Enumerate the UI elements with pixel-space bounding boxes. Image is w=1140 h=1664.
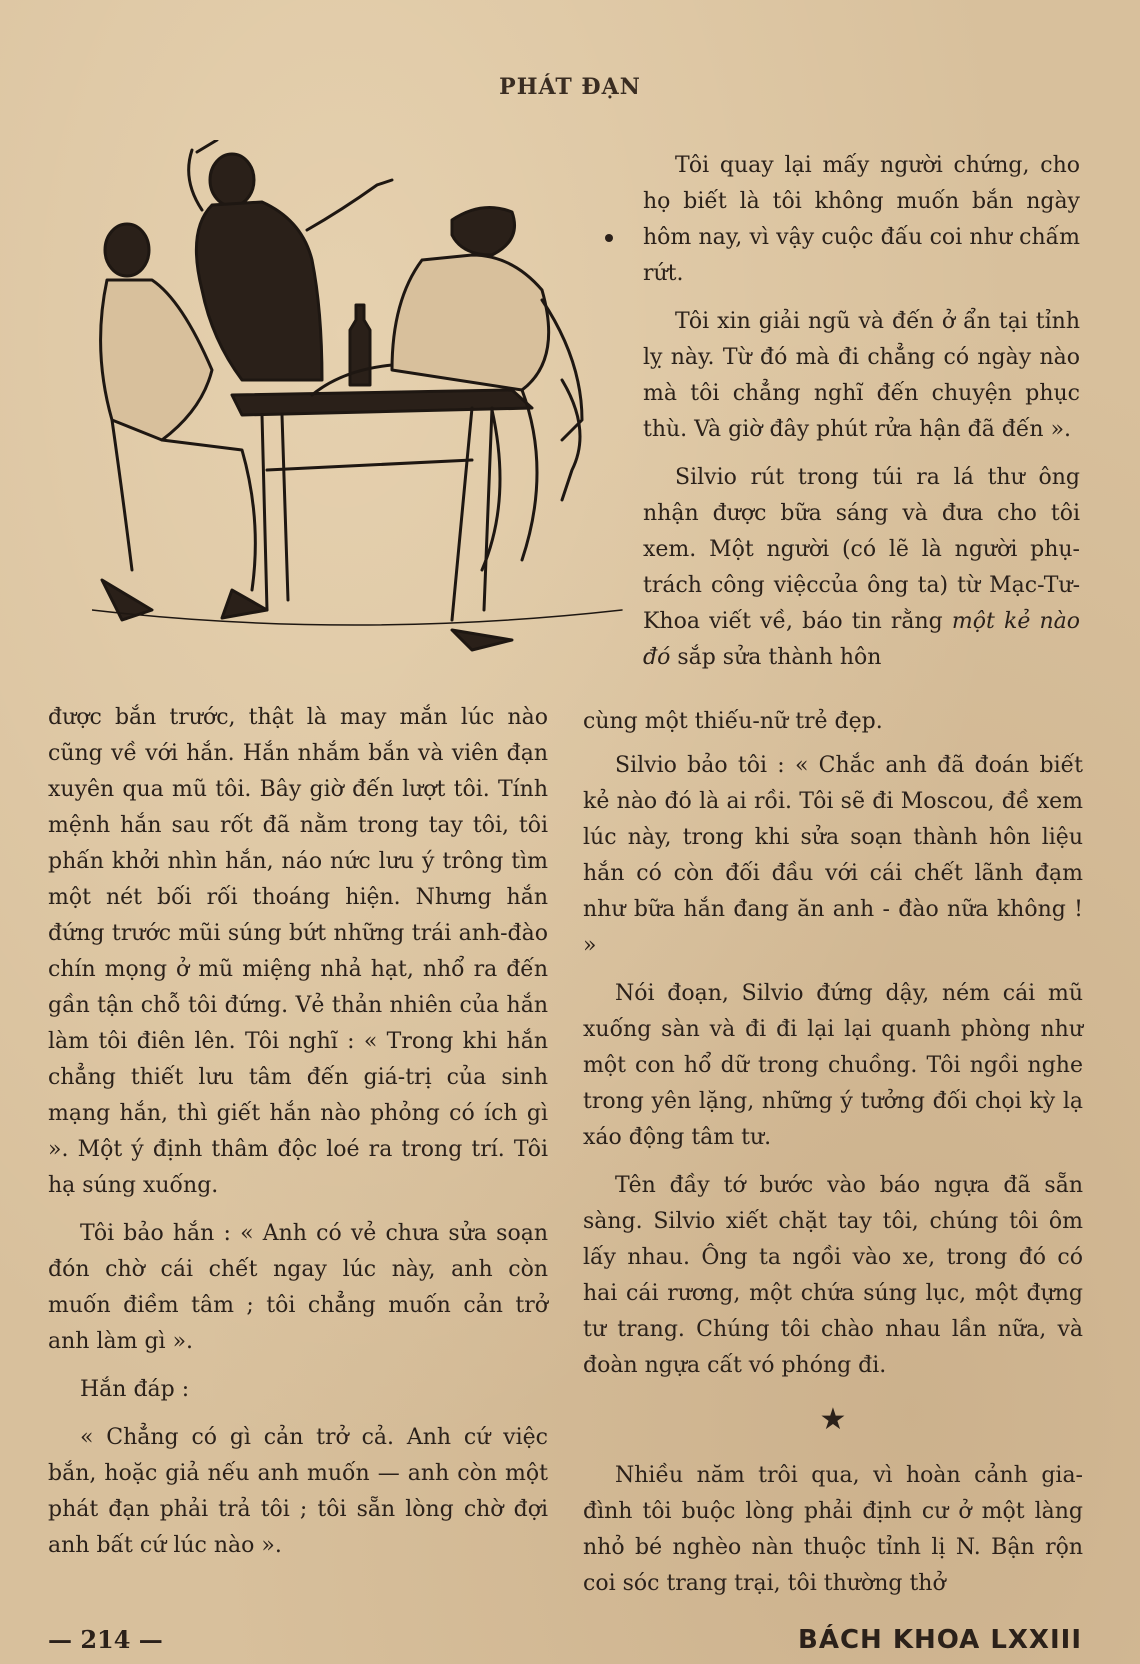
paragraph: Hắn đáp : [80,1377,190,1402]
paragraph: « Chẳng có gì cản trở cả. Anh cứ việc bắn, hoặc giả nếu anh muốn — anh còn một phát đạn phải trả tôi ; tôi sẵn lòng chờ đợi anh bất cứ lúc nào ». [48,1425,548,1558]
paragraph: Nói đoạn, Silvio đứng dậy, ném cái mũ xuống sàn và đi đi lại lại quanh phòng như một con hổ dữ trong chuồng. Tôi ngồi nghe trong yên lặng, những ý tưởng đối chọi kỳ lạ xáo động tâm tư. [583,981,1083,1150]
paragraph [643,460,1080,676]
italic-phrase: một kẻ nào đó [643,609,1081,670]
paragraph: Nhiều năm trôi qua, vì hoàn cảnh gia-đình tôi buộc lòng phải định cư ở một làng nhỏ bé nghèo nàn thuộc tỉnh lị N. Bận rộn coi sóc trang trại, tôi thường thở [583,1463,1083,1596]
paragraph: Silvio bảo tôi : « Chắc anh đã đoán biết kẻ nào đó là ai rồi. Tôi sẽ đi Moscou, đề xem lúc này, trong khi sửa soạn thành hôn liệu hắn có còn đối đầu với cái chết lãnh đạm như bữa hắn đang ăn anh - đào nữa không ! » [583,753,1083,958]
right-column-top [643,148,1080,676]
left-column [48,700,548,1576]
paragraph: Tôi quay lại mấy người chứng, cho họ biết là tôi không muốn bắn ngày hôm nay, vì vậy cuộc đấu coi như chấm rứt. [643,153,1080,286]
margin-bullet [605,234,613,242]
paragraph-continuation: cùng một thiếu-nữ trẻ đẹp. [583,709,883,734]
magazine-title: BÁCH KHOA LXXIII [798,1625,1082,1655]
paragraph-tail: sắp sửa thành hôn [670,645,882,670]
paragraph: Tôi bảo hắn : « Anh có vẻ chưa sửa soạn đón chờ cái chết ngay lúc này, anh còn muốn điềm tâm ; tôi chẳng muốn cản trở anh làm gì ». [48,1221,548,1354]
illustration [92,140,624,675]
running-head: PHÁT ĐẠN [499,74,641,100]
paragraph-continuation: được bắn trước, thật là may mắn lúc nào cũng về với hắn. Hắn nhắm bắn và viên đạn xuyên qua mũ tôi. Bây giờ đến lượt tôi. Tính mệnh hắn sau rốt đã nằm trong tay tôi, tôi phấn khởi nhìn hắn, náo nức lưu ý trông tìm một nét bối rối thoáng hiện. Nhưng hắn đứng trước mũi súng bứt những trái anh-đào chín mọng ở mũ miệng nhả hạt, nhổ ra đến gần tận chỗ tôi đứng. Vẻ thản nhiên của hắn làm tôi điên lên. Tôi nghĩ : « Trong khi hắn chẳng thiết lưu tâm đến giá-trị của sinh mạng hắn, thì giết hắn nào phỏng có ích gì ». Một ý định thâm độc loé ra trong trí. Tôi hạ súng xuống. [48,705,548,1198]
right-column [583,748,1083,1614]
page-number: — 214 — [48,1625,163,1654]
paragraph: Tên đầy tớ bước vào báo ngựa đã sẵn sàng. Silvio xiết chặt tay tôi, chúng tôi ôm lấy nhau. Ông ta ngồi vào xe, trong đó có hai cái rương, một chứa súng lục, một đựng tư trang. Chúng tôi chào nhau lần nữa, và đoàn ngựa cất vó phóng đi. [583,1173,1083,1378]
section-star: ★ [819,1402,847,1437]
paragraph-text: Silvio rút trong túi ra lá thư ông nhận được bữa sáng và đưa cho tôi xem. Một người (có lẽ là người phụ-trách công việccủa ông ta) từ Mạc-Tư-Khoa viết về, báo tin rằng [643,465,1080,634]
paragraph: Tôi xin giải ngũ và đến ở ẩn tại tỉnh lỵ này. Từ đó mà đi chẳng có ngày nào mà tôi chẳng nghĩ đến chuyện phục thù. Và giờ đây phút rửa hận đã đến ». [643,309,1080,442]
